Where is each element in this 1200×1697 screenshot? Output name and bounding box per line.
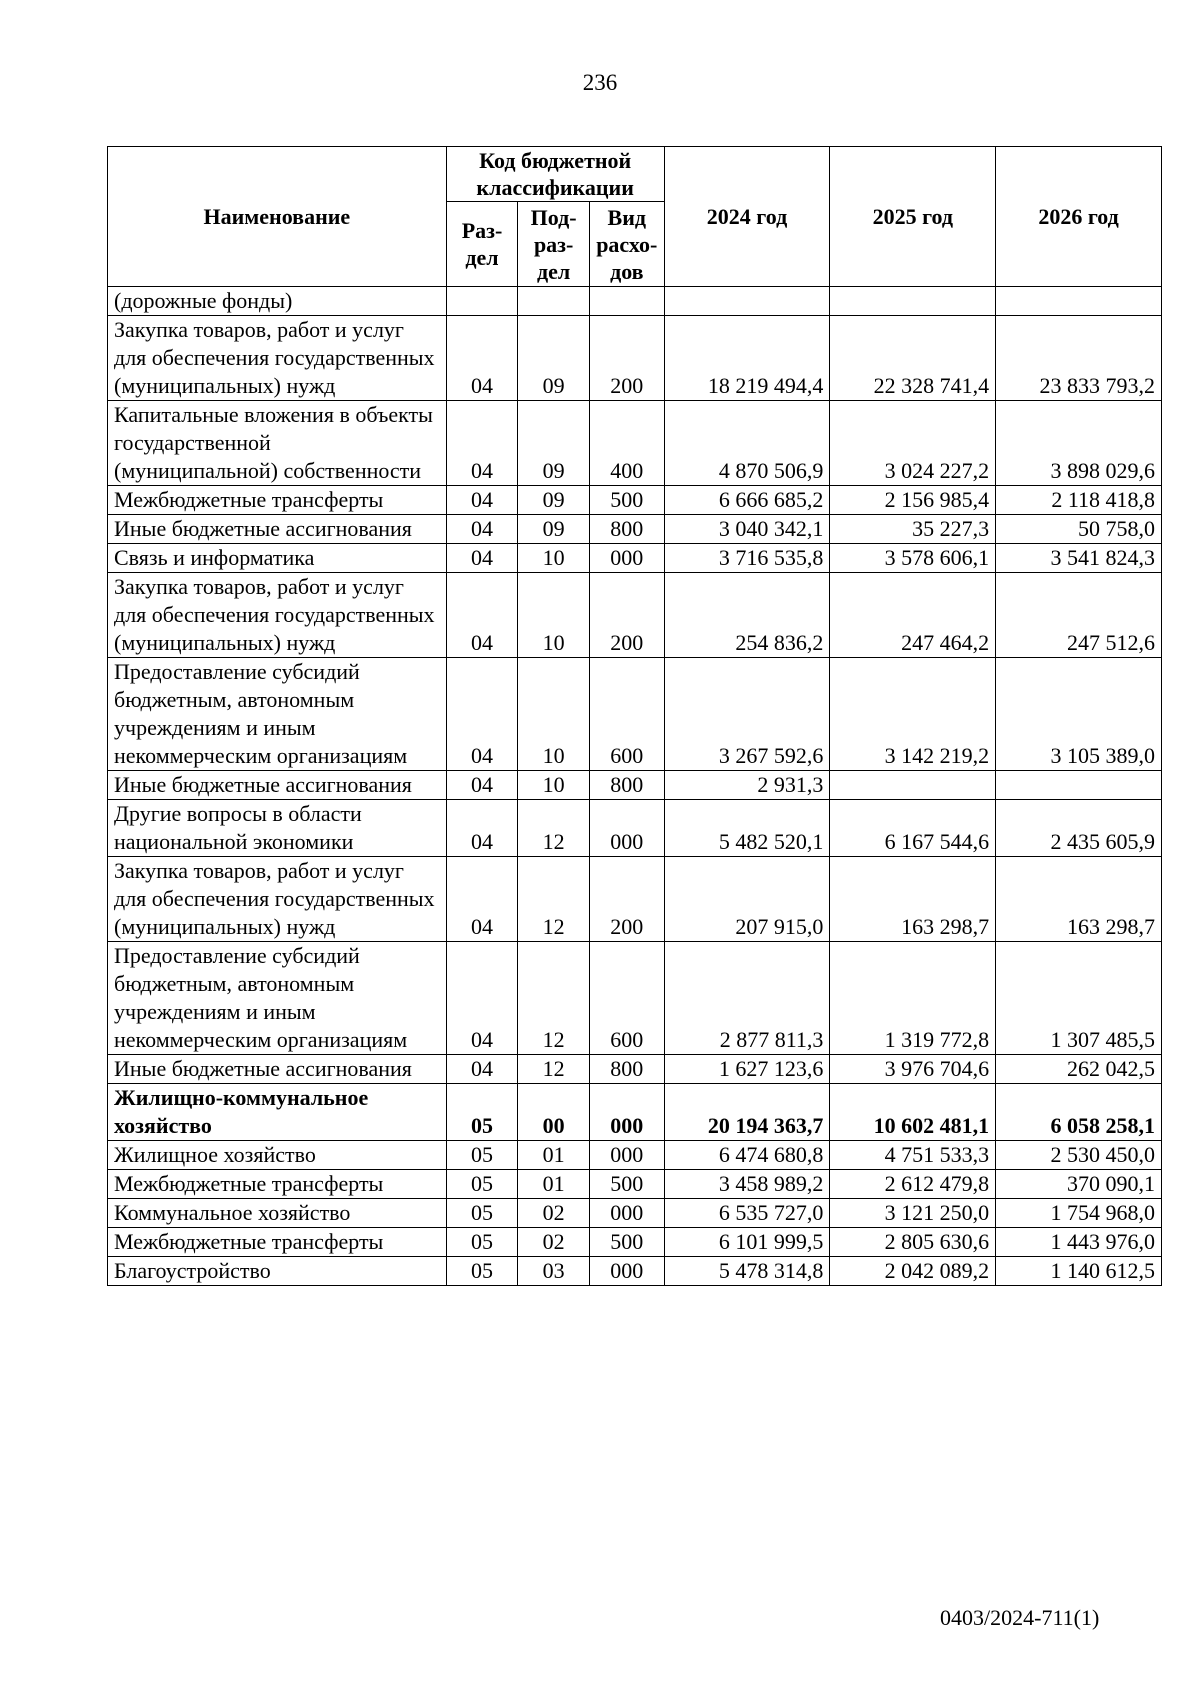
row-name: Межбюджетные трансферты: [108, 486, 447, 515]
header-vid: Вид расхо-дов: [589, 202, 664, 287]
table-row: [108, 515, 1162, 544]
row-razdel: 04: [446, 544, 518, 573]
table-row: [108, 1228, 1162, 1257]
row-value-2026: [996, 287, 1162, 316]
row-value-2024: 3 040 342,1: [664, 515, 830, 544]
row-razdel: 04: [446, 515, 518, 544]
table-row: [108, 771, 1162, 800]
row-name: Иные бюджетные ассигнования: [108, 515, 447, 544]
row-value-2024: 6 535 727,0: [664, 1199, 830, 1228]
row-name: Иные бюджетные ассигнования: [108, 1055, 447, 1084]
table-row: [108, 1199, 1162, 1228]
row-name: Межбюджетные трансферты: [108, 1228, 447, 1257]
row-value-2024: 3 458 989,2: [664, 1170, 830, 1199]
row-razdel: 05: [446, 1228, 518, 1257]
row-podrazdel: 10: [518, 544, 590, 573]
table-row: [108, 658, 1162, 771]
table-row: [108, 573, 1162, 658]
row-value-2024: 254 836,2: [664, 573, 830, 658]
document-code: 0403/2024-711(1): [940, 1605, 1100, 1630]
row-value-2025: 3 976 704,6: [830, 1055, 996, 1084]
row-value-2024: 2 931,3: [664, 771, 830, 800]
row-name: (дорожные фонды): [108, 287, 447, 316]
row-name: Межбюджетные трансферты: [108, 1170, 447, 1199]
row-value-2026: 2 530 450,0: [996, 1141, 1162, 1170]
header-razdel: Раз-дел: [446, 202, 518, 287]
row-value-2026: 6 058 258,1: [996, 1084, 1162, 1141]
row-vid: 000: [589, 1084, 664, 1141]
row-value-2024: 6 666 685,2: [664, 486, 830, 515]
row-value-2025: 6 167 544,6: [830, 800, 996, 857]
row-podrazdel: 10: [518, 658, 590, 771]
row-value-2025: 3 578 606,1: [830, 544, 996, 573]
row-value-2026: 2 118 418,8: [996, 486, 1162, 515]
row-podrazdel: 02: [518, 1228, 590, 1257]
row-podrazdel: 03: [518, 1257, 590, 1286]
row-podrazdel: 09: [518, 401, 590, 486]
row-podrazdel: 02: [518, 1199, 590, 1228]
row-vid: 000: [589, 800, 664, 857]
row-vid: 600: [589, 942, 664, 1055]
row-razdel: 05: [446, 1199, 518, 1228]
table-row: [108, 1170, 1162, 1199]
row-value-2026: 3 105 389,0: [996, 658, 1162, 771]
header-2025: 2025 год: [830, 147, 996, 287]
row-value-2024: 5 482 520,1: [664, 800, 830, 857]
header-name: Наименование: [108, 147, 447, 287]
header-podrazdel: Под-раз-дел: [518, 202, 590, 287]
row-value-2026: 2 435 605,9: [996, 800, 1162, 857]
row-vid: [589, 287, 664, 316]
row-podrazdel: 09: [518, 316, 590, 401]
row-name: Иные бюджетные ассигнования: [108, 771, 447, 800]
header-2026: 2026 год: [996, 147, 1162, 287]
row-vid: 400: [589, 401, 664, 486]
row-vid: 200: [589, 316, 664, 401]
row-value-2026: 370 090,1: [996, 1170, 1162, 1199]
table-row: [108, 1055, 1162, 1084]
row-value-2026: 3 898 029,6: [996, 401, 1162, 486]
row-razdel: 04: [446, 800, 518, 857]
row-vid: 800: [589, 1055, 664, 1084]
row-podrazdel: 01: [518, 1141, 590, 1170]
row-value-2025: 10 602 481,1: [830, 1084, 996, 1141]
header-2024: 2024 год: [664, 147, 830, 287]
row-value-2025: 4 751 533,3: [830, 1141, 996, 1170]
row-value-2024: 3 267 592,6: [664, 658, 830, 771]
row-name: Закупка товаров, работ и услуг для обеспечения государственных (муниципальных) нужд: [108, 857, 447, 942]
row-value-2024: 18 219 494,4: [664, 316, 830, 401]
row-name: Капитальные вложения в объекты государственной (муниципальной) собственности: [108, 401, 447, 486]
row-razdel: 04: [446, 573, 518, 658]
row-razdel: 05: [446, 1141, 518, 1170]
row-podrazdel: 12: [518, 857, 590, 942]
row-podrazdel: 10: [518, 771, 590, 800]
row-value-2025: 1 319 772,8: [830, 942, 996, 1055]
row-razdel: 05: [446, 1257, 518, 1286]
table-row: [108, 857, 1162, 942]
row-vid: 000: [589, 1257, 664, 1286]
row-razdel: 04: [446, 1055, 518, 1084]
row-value-2025: 163 298,7: [830, 857, 996, 942]
row-vid: 200: [589, 573, 664, 658]
row-vid: 500: [589, 1170, 664, 1199]
row-razdel: [446, 287, 518, 316]
row-name: Жилищное хозяйство: [108, 1141, 447, 1170]
row-value-2026: [996, 771, 1162, 800]
row-value-2025: 2 156 985,4: [830, 486, 996, 515]
row-value-2024: 5 478 314,8: [664, 1257, 830, 1286]
row-vid: 800: [589, 515, 664, 544]
header-kbk: Код бюджетной классификации: [446, 147, 664, 202]
row-value-2025: 2 612 479,8: [830, 1170, 996, 1199]
row-podrazdel: 12: [518, 942, 590, 1055]
row-value-2024: 6 474 680,8: [664, 1141, 830, 1170]
row-value-2026: 23 833 793,2: [996, 316, 1162, 401]
row-razdel: 04: [446, 771, 518, 800]
row-name: Закупка товаров, работ и услуг для обеспечения государственных (муниципальных) нужд: [108, 316, 447, 401]
table-row: [108, 800, 1162, 857]
table-row: [108, 316, 1162, 401]
row-podrazdel: 00: [518, 1084, 590, 1141]
row-value-2026: 247 512,6: [996, 573, 1162, 658]
row-name: Коммунальное хозяйство: [108, 1199, 447, 1228]
row-vid: 000: [589, 544, 664, 573]
row-vid: 500: [589, 486, 664, 515]
row-vid: 500: [589, 1228, 664, 1257]
row-value-2024: 207 915,0: [664, 857, 830, 942]
row-name: Закупка товаров, работ и услуг для обеспечения государственных (муниципальных) нужд: [108, 573, 447, 658]
row-razdel: 05: [446, 1084, 518, 1141]
row-name: Другие вопросы в области национальной экономики: [108, 800, 447, 857]
row-razdel: 04: [446, 857, 518, 942]
table-row: [108, 942, 1162, 1055]
row-podrazdel: 12: [518, 1055, 590, 1084]
row-value-2026: 3 541 824,3: [996, 544, 1162, 573]
row-razdel: 04: [446, 658, 518, 771]
row-vid: 600: [589, 658, 664, 771]
row-razdel: 04: [446, 486, 518, 515]
row-value-2026: 1 140 612,5: [996, 1257, 1162, 1286]
row-value-2026: 262 042,5: [996, 1055, 1162, 1084]
row-razdel: 04: [446, 316, 518, 401]
row-vid: 000: [589, 1199, 664, 1228]
row-value-2025: 247 464,2: [830, 573, 996, 658]
row-name: Связь и информатика: [108, 544, 447, 573]
row-value-2025: [830, 771, 996, 800]
row-name: Предоставление субсидий бюджетным, автономным учреждениям и иным некоммерческим организациям: [108, 658, 447, 771]
row-value-2026: 1 754 968,0: [996, 1199, 1162, 1228]
row-podrazdel: 09: [518, 515, 590, 544]
row-value-2024: 6 101 999,5: [664, 1228, 830, 1257]
row-name: Благоустройство: [108, 1257, 447, 1286]
row-razdel: 04: [446, 942, 518, 1055]
row-value-2025: 3 121 250,0: [830, 1199, 996, 1228]
row-razdel: 04: [446, 401, 518, 486]
row-podrazdel: 10: [518, 573, 590, 658]
row-value-2026: 1 307 485,5: [996, 942, 1162, 1055]
table-row: [108, 544, 1162, 573]
row-name: Предоставление субсидий бюджетным, автономным учреждениям и иным некоммерческим организациям: [108, 942, 447, 1055]
table-row: [108, 1257, 1162, 1286]
row-vid: 200: [589, 857, 664, 942]
row-value-2025: 3 142 219,2: [830, 658, 996, 771]
row-value-2025: 2 805 630,6: [830, 1228, 996, 1257]
budget-table: [107, 146, 1162, 1286]
page-number: 236: [582, 70, 618, 95]
table-row: [108, 287, 1162, 316]
row-value-2024: [664, 287, 830, 316]
table-row: [108, 401, 1162, 486]
row-value-2026: 163 298,7: [996, 857, 1162, 942]
row-value-2024: 1 627 123,6: [664, 1055, 830, 1084]
table-row: [108, 1084, 1162, 1141]
row-value-2025: 2 042 089,2: [830, 1257, 996, 1286]
row-value-2025: 35 227,3: [830, 515, 996, 544]
row-value-2025: [830, 287, 996, 316]
table-row: [108, 486, 1162, 515]
row-vid: 000: [589, 1141, 664, 1170]
row-value-2024: 2 877 811,3: [664, 942, 830, 1055]
row-podrazdel: 09: [518, 486, 590, 515]
row-vid: 800: [589, 771, 664, 800]
row-razdel: 05: [446, 1170, 518, 1199]
row-value-2026: 50 758,0: [996, 515, 1162, 544]
table-row: [108, 1141, 1162, 1170]
row-podrazdel: [518, 287, 590, 316]
row-value-2026: 1 443 976,0: [996, 1228, 1162, 1257]
row-podrazdel: 12: [518, 800, 590, 857]
row-name: Жилищно-коммунальное хозяйство: [108, 1084, 447, 1141]
row-value-2024: 20 194 363,7: [664, 1084, 830, 1141]
row-value-2024: 3 716 535,8: [664, 544, 830, 573]
row-podrazdel: 01: [518, 1170, 590, 1199]
row-value-2025: 3 024 227,2: [830, 401, 996, 486]
row-value-2025: 22 328 741,4: [830, 316, 996, 401]
row-value-2024: 4 870 506,9: [664, 401, 830, 486]
